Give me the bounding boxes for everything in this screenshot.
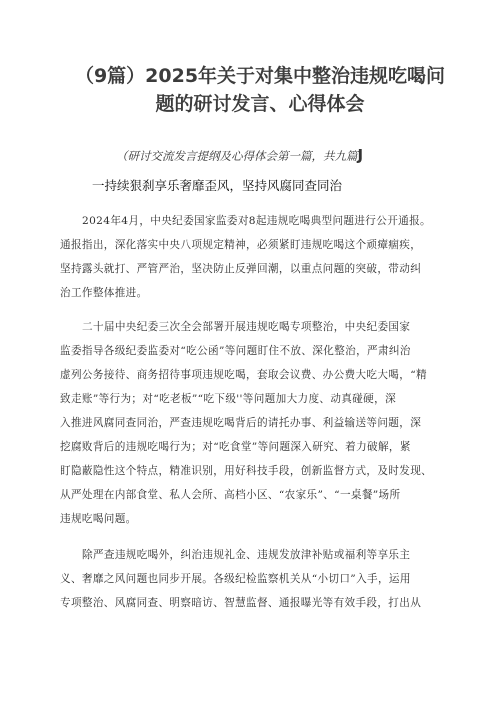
paragraph-1-line-4: 治工作整体推进。	[60, 287, 148, 299]
paragraph-2-line-3: 虚列公务接待、商务招待事项违规吃喝，套取会议费、办公费大吃大喝，“精	[60, 369, 427, 381]
paragraph-2-line-5: 入推进风腐同查同治，严查违规吃喝背后的请托办事、利益输送等问题，深	[60, 417, 422, 429]
paragraph-2-line-9: 违规吃喝问题。	[60, 513, 137, 525]
subtitle-text: （研讨交流发言提纲及心得体会第一篇，共九篇	[116, 149, 358, 163]
paragraph-3-line-3: 专项整治、风腐同查、明察暗访、智慧监督、通报曝光等有效手段，打出从	[60, 597, 422, 609]
paragraph-2-line-4: 致走账”等行为；对“吃老板”“吃下级''等问题加大力度、动真碰硬，深	[60, 393, 397, 405]
paragraph-2-line-6: 挖腐败背后的违规吃喝行为；对“吃食堂”等问题深入研究、着力破解，紧	[60, 441, 411, 453]
section-headline: 一持续狠刹享乐奢靡歪风，坚持风腐同查同治	[92, 178, 343, 193]
paragraph-1-line-3: 坚持露头就打、严管严治，坚决防止反弹回潮，以重点问题的突破，带动纠	[60, 263, 422, 275]
paragraph-2-line-2: 监委指导各级纪委监委对“吃公函”等问题盯住不放、深化整治，严肃纠治	[60, 345, 411, 357]
subtitle-mark: J	[357, 146, 364, 164]
document-title-line-1: （9篇）2025年关于对集中整治违规吃喝问	[74, 65, 446, 87]
paragraph-3-line-2: 义、奢靡之风问题也同步开展。各级纪检监察机关从“小切口”入手，运用	[60, 573, 411, 585]
paragraph-1-line-1: 2024年4月，中央纪委国家监委对8起违规吃喝典型问题进行公开通报。	[82, 215, 431, 227]
document-title-line-2: 题的研讨发言、心得体会	[155, 93, 365, 115]
paragraph-2-line-7: 盯隐蔽隐性这个特点，精准识别，用好科技手段，创新监督方式，及时发现、	[60, 465, 433, 477]
paragraph-1-line-2: 通报指出，深化落实中央八项规定精神，必须紧盯违规吃喝这个顽瘴痼疾，	[60, 239, 422, 251]
paragraph-3-line-1: 除严查违规吃喝外，纠治违规礼金、违规发放津补贴或福利等享乐主	[82, 549, 411, 561]
paragraph-2-line-1: 二十届中央纪委三次全会部署开展违规吃喝专项整治，中央纪委国家	[82, 321, 411, 333]
paragraph-2-line-8: 从严处理在内部食堂、私人会所、高档小区、“农家乐”、“一桌餐”场所	[60, 489, 401, 501]
document-subtitle	[116, 146, 363, 164]
